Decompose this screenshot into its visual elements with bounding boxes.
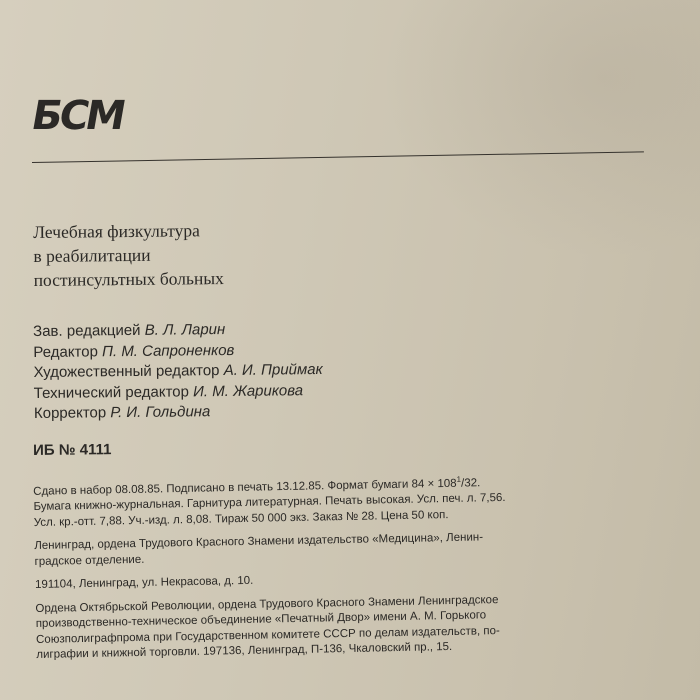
show-through-shadow [380, 0, 700, 260]
credit-name: П. М. Сапроненков [101, 341, 235, 360]
credit-role: Художественный редактор [33, 362, 220, 381]
imprint-format-frac: /32. [460, 477, 481, 490]
credit-line [34, 401, 323, 425]
imprint-line: градское отделение. [34, 553, 145, 568]
publisher-logo: БСМ [27, 93, 127, 139]
credit-name: И. М. Жарикова [193, 381, 304, 400]
imprint-line: 191104, Ленинград, ул. Некрасова, д. 10. [34, 575, 254, 592]
imprint-line: Ленинград, ордена Трудового Красного Знамени издательство «Медицина», Ленин- [34, 531, 484, 553]
imprint-line: Союзполиграфпрома при Государственном комитете СССР по делам издательств, по- [35, 624, 500, 646]
ib-number: ИБ № 4111 [33, 441, 112, 459]
imprint-format-sup: 1 [456, 474, 462, 484]
imprint-block [33, 468, 676, 664]
title-line-3: постинсультных больных [33, 268, 224, 290]
book-title [33, 218, 224, 292]
credit-role: Технический редактор [33, 382, 190, 402]
credit-name: Р. И. Гольдина [110, 403, 211, 422]
imprint-format-text: Сдано в набор 08.08.85. Подписано в печать 13.12.85. Формат бумаги 84 × 108 [33, 477, 457, 498]
credit-role: Редактор [33, 342, 98, 361]
imprint-line: лиграфии и книжной торговли. 197136, Ленинград, П-136, Чкаловский пр., 15. [36, 641, 453, 662]
credit-line [33, 360, 322, 384]
credit-role: Корректор [33, 404, 107, 422]
credit-line [34, 380, 323, 404]
credits-list [33, 319, 323, 425]
credit-name: В. Л. Ларин [144, 320, 226, 339]
credit-name: А. И. Приймак [223, 360, 323, 380]
imprint-line: Ордена Октябрьской Революции, ордена Трудового Красного Знамени Ленинградское [35, 593, 499, 615]
imprint-line: Бумага книжно-журнальная. Гарнитура литературная. Печать высокая. Усл. печ. л. 7,56. [33, 492, 506, 514]
imprint-line: Усл. кр.-отт. 7,88. Уч.-изд. л. 8,08. Тираж 50 000 экз. Заказ № 28. Цена 50 коп. [33, 508, 449, 529]
credit-role: Зав. редакцией [33, 321, 141, 340]
title-line-1: Лечебная физкультура [33, 220, 200, 242]
imprint-line: производственно-техническое объединение «Печатный Двор» имени А. М. Горького [35, 609, 487, 631]
title-line-2: в реабилитации [33, 244, 151, 266]
